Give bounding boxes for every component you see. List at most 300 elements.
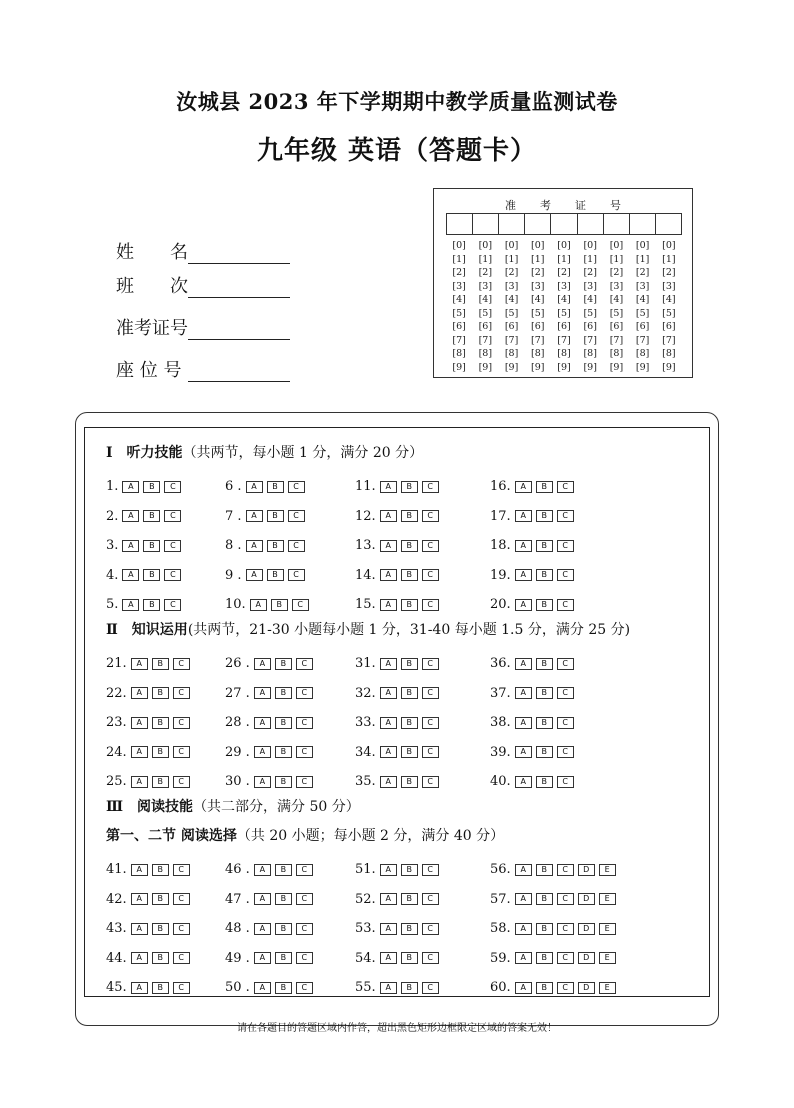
answer-option-c[interactable]: C: [422, 717, 439, 729]
answer-option-a[interactable]: A: [122, 569, 139, 581]
exam-id-cell[interactable]: [604, 214, 630, 234]
exam-id-bubble[interactable]: [8]: [635, 348, 650, 359]
answer-option-c[interactable]: C: [173, 864, 190, 876]
answer-option-c[interactable]: C: [422, 923, 439, 935]
exam-id-bubble[interactable]: [2]: [557, 267, 571, 278]
exam-id-bubble[interactable]: [8]: [452, 348, 466, 359]
answer-option-b[interactable]: B: [536, 540, 553, 552]
answer-option-b[interactable]: B: [536, 982, 553, 994]
exam-id-bubble[interactable]: [3]: [504, 280, 519, 292]
answer-option-a[interactable]: A: [380, 510, 397, 522]
exam-id-bubble[interactable]: [1]: [557, 253, 571, 265]
answer-option-a[interactable]: A: [246, 569, 263, 581]
answer-option-c[interactable]: C: [422, 540, 439, 552]
answer-option-b[interactable]: B: [536, 864, 553, 876]
answer-option-a[interactable]: A: [131, 923, 148, 935]
answer-option-c[interactable]: C: [557, 952, 574, 964]
answer-option-c[interactable]: C: [422, 776, 439, 788]
answer-option-a[interactable]: A: [122, 510, 139, 522]
exam-id-bubble[interactable]: [5]: [635, 307, 650, 319]
answer-option-b[interactable]: B: [536, 658, 553, 670]
answer-option-b[interactable]: B: [152, 893, 169, 905]
answer-option-c[interactable]: C: [296, 982, 313, 994]
exam-id-bubble[interactable]: [7]: [662, 334, 676, 346]
answer-option-b[interactable]: B: [401, 923, 418, 935]
answer-option-a[interactable]: A: [246, 481, 263, 493]
exam-id-bubble[interactable]: [7]: [452, 334, 466, 346]
answer-option-a[interactable]: A: [254, 746, 271, 758]
answer-option-c[interactable]: C: [296, 687, 313, 699]
answer-option-c[interactable]: C: [288, 540, 305, 552]
exam-id-bubble[interactable]: [9]: [635, 361, 650, 373]
exam-id-bubble[interactable]: [3]: [531, 280, 545, 292]
answer-option-a[interactable]: A: [254, 717, 271, 729]
exam-id-bubble[interactable]: [1]: [452, 253, 466, 265]
answer-option-c[interactable]: C: [164, 569, 181, 581]
answer-option-a[interactable]: A: [380, 569, 397, 581]
answer-option-d[interactable]: D: [578, 893, 595, 905]
answer-option-a[interactable]: A: [131, 952, 148, 964]
answer-option-b[interactable]: B: [267, 481, 284, 493]
answer-option-b[interactable]: B: [401, 776, 418, 788]
answer-option-b[interactable]: B: [536, 510, 553, 522]
answer-option-a[interactable]: A: [131, 776, 148, 788]
exam-id-bubble[interactable]: [2]: [478, 267, 493, 278]
answer-option-b[interactable]: B: [401, 982, 418, 994]
answer-option-c[interactable]: C: [557, 982, 574, 994]
exam-id-bubble[interactable]: [0]: [531, 240, 545, 251]
answer-option-b[interactable]: B: [536, 746, 553, 758]
exam-id-bubble[interactable]: [0]: [478, 240, 493, 251]
exam-id-bubble[interactable]: [4]: [452, 294, 466, 305]
answer-option-b[interactable]: B: [401, 569, 418, 581]
answer-option-a[interactable]: A: [131, 982, 148, 994]
answer-option-b[interactable]: B: [536, 923, 553, 935]
exam-id-bubble[interactable]: [1]: [662, 253, 676, 265]
answer-option-a[interactable]: A: [254, 687, 271, 699]
answer-option-c[interactable]: C: [164, 599, 181, 611]
exam-id-bubble[interactable]: [8]: [609, 348, 624, 359]
answer-option-b[interactable]: B: [275, 746, 292, 758]
answer-option-e[interactable]: E: [599, 982, 616, 994]
class-blank[interactable]: [188, 279, 290, 298]
answer-option-c[interactable]: C: [557, 717, 574, 729]
answer-option-a[interactable]: A: [122, 481, 139, 493]
exam-id-bubble[interactable]: [1]: [635, 253, 650, 265]
exam-id-cell[interactable]: [473, 214, 499, 234]
exam-id-bubble[interactable]: [1]: [609, 253, 624, 265]
exam-id-cell[interactable]: [525, 214, 551, 234]
answer-option-b[interactable]: B: [275, 687, 292, 699]
answer-option-c[interactable]: C: [173, 687, 190, 699]
exam-id-bubble[interactable]: [8]: [478, 348, 493, 359]
exam-id-cell[interactable]: [630, 214, 656, 234]
exam-id-bubble[interactable]: [4]: [583, 294, 597, 305]
answer-option-c[interactable]: C: [296, 864, 313, 876]
answer-option-b[interactable]: B: [275, 893, 292, 905]
answer-option-b[interactable]: B: [536, 893, 553, 905]
exam-id-bubble[interactable]: [0]: [504, 240, 519, 251]
answer-option-a[interactable]: A: [515, 746, 532, 758]
answer-option-b[interactable]: B: [275, 717, 292, 729]
answer-option-a[interactable]: A: [515, 864, 532, 876]
answer-option-a[interactable]: A: [380, 687, 397, 699]
question-item: [225, 774, 313, 789]
answer-option-b[interactable]: B: [401, 717, 418, 729]
answer-option-a[interactable]: A: [515, 982, 532, 994]
answer-option-b[interactable]: B: [152, 982, 169, 994]
exam-id-bubble[interactable]: [2]: [504, 267, 519, 278]
exam-id-bubble[interactable]: [4]: [478, 294, 493, 305]
exam-id-bubble[interactable]: [7]: [531, 334, 545, 346]
answer-option-b[interactable]: B: [401, 746, 418, 758]
answer-option-c[interactable]: C: [422, 599, 439, 611]
exam-id-bubble[interactable]: [7]: [504, 334, 519, 346]
answer-option-a[interactable]: A: [122, 540, 139, 552]
exam-id-bubble[interactable]: [3]: [609, 280, 624, 292]
answer-option-c[interactable]: C: [422, 746, 439, 758]
answer-option-a[interactable]: A: [515, 717, 532, 729]
answer-option-d[interactable]: D: [578, 864, 595, 876]
answer-option-c[interactable]: C: [173, 982, 190, 994]
answer-option-b[interactable]: B: [401, 952, 418, 964]
answer-option-e[interactable]: E: [599, 893, 616, 905]
exam-id-bubble[interactable]: [1]: [504, 253, 519, 265]
answer-option-c[interactable]: C: [422, 658, 439, 670]
answer-option-e[interactable]: E: [599, 864, 616, 876]
seat-number-field[interactable]: [116, 356, 290, 382]
answer-option-c[interactable]: C: [422, 893, 439, 905]
answer-option-a[interactable]: A: [122, 599, 139, 611]
answer-option-b[interactable]: B: [143, 510, 160, 522]
exam-id-cell[interactable]: [447, 214, 473, 234]
exam-id-bubble[interactable]: [3]: [478, 280, 493, 292]
exam-id-bubble[interactable]: [0]: [662, 240, 676, 251]
exam-id-bubble[interactable]: [3]: [662, 280, 676, 292]
exam-id-cell[interactable]: [578, 214, 604, 234]
answer-option-a[interactable]: A: [515, 893, 532, 905]
answer-option-c[interactable]: C: [422, 481, 439, 493]
answer-option-b[interactable]: B: [536, 717, 553, 729]
exam-id-bubble[interactable]: [7]: [635, 334, 650, 346]
exam-id-bubble[interactable]: [9]: [531, 361, 545, 373]
answer-option-d[interactable]: D: [578, 923, 595, 935]
answer-option-c[interactable]: C: [557, 599, 574, 611]
answer-option-a[interactable]: A: [380, 599, 397, 611]
exam-id-bubble[interactable]: [5]: [504, 307, 519, 319]
answer-option-a[interactable]: A: [254, 923, 271, 935]
answer-option-a[interactable]: A: [380, 746, 397, 758]
answer-option-a[interactable]: A: [380, 923, 397, 935]
answer-option-d[interactable]: D: [578, 982, 595, 994]
answer-option-c[interactable]: C: [173, 717, 190, 729]
exam-id-bubble[interactable]: [5]: [583, 307, 597, 319]
answer-option-a[interactable]: A: [246, 540, 263, 552]
exam-number-blank[interactable]: [188, 321, 290, 340]
answer-option-c[interactable]: C: [557, 540, 574, 552]
exam-id-bubble[interactable]: [0]: [583, 240, 597, 251]
answer-option-a[interactable]: A: [380, 864, 397, 876]
answer-option-c[interactable]: C: [173, 923, 190, 935]
exam-id-bubble[interactable]: [4]: [662, 294, 676, 305]
answer-option-c[interactable]: C: [173, 746, 190, 758]
answer-option-a[interactable]: A: [515, 687, 532, 699]
exam-id-bubble[interactable]: [2]: [452, 267, 466, 278]
answer-option-c[interactable]: C: [173, 658, 190, 670]
answer-option-a[interactable]: A: [380, 893, 397, 905]
answer-option-c[interactable]: C: [296, 776, 313, 788]
answer-option-b[interactable]: B: [275, 982, 292, 994]
answer-option-b[interactable]: B: [267, 540, 284, 552]
answer-option-a[interactable]: A: [131, 658, 148, 670]
exam-id-bubble[interactable]: [1]: [583, 253, 597, 265]
answer-option-c[interactable]: C: [557, 481, 574, 493]
exam-id-bubble[interactable]: [5]: [662, 307, 676, 319]
answer-option-c[interactable]: C: [164, 481, 181, 493]
exam-id-bubble[interactable]: [6]: [504, 321, 519, 332]
answer-option-c[interactable]: C: [296, 923, 313, 935]
answer-option-c[interactable]: C: [296, 717, 313, 729]
answer-option-e[interactable]: E: [599, 923, 616, 935]
answer-option-b[interactable]: B: [275, 864, 292, 876]
answer-option-a[interactable]: A: [380, 717, 397, 729]
exam-id-bubble[interactable]: [5]: [531, 307, 545, 319]
answer-option-c[interactable]: C: [164, 540, 181, 552]
exam-id-bubble[interactable]: [8]: [583, 348, 597, 359]
answer-option-b[interactable]: B: [401, 481, 418, 493]
exam-id-bubble[interactable]: [2]: [635, 267, 650, 278]
exam-id-bubble[interactable]: [3]: [635, 280, 650, 292]
answer-option-a[interactable]: A: [246, 510, 263, 522]
answer-option-a[interactable]: A: [254, 893, 271, 905]
answer-option-b[interactable]: B: [401, 864, 418, 876]
answer-option-b[interactable]: B: [536, 776, 553, 788]
answer-option-a[interactable]: A: [380, 658, 397, 670]
exam-id-bubble[interactable]: [7]: [583, 334, 597, 346]
answer-option-a[interactable]: A: [131, 687, 148, 699]
answer-option-b[interactable]: B: [275, 658, 292, 670]
answer-option-b[interactable]: B: [152, 658, 169, 670]
answer-option-a[interactable]: A: [515, 599, 532, 611]
answer-option-c[interactable]: C: [422, 569, 439, 581]
seat-number-blank[interactable]: [188, 363, 290, 382]
exam-id-bubble[interactable]: [4]: [557, 294, 571, 305]
answer-option-b[interactable]: B: [536, 687, 553, 699]
exam-id-bubble[interactable]: [5]: [452, 307, 466, 319]
exam-id-bubble[interactable]: [6]: [557, 321, 571, 332]
answer-option-c[interactable]: C: [296, 746, 313, 758]
answer-option-c[interactable]: C: [173, 893, 190, 905]
answer-option-c[interactable]: C: [557, 569, 574, 581]
exam-id-bubble[interactable]: [6]: [583, 321, 597, 332]
answer-option-c[interactable]: C: [557, 893, 574, 905]
exam-id-bubble[interactable]: [9]: [478, 361, 493, 373]
answer-option-c[interactable]: C: [557, 864, 574, 876]
answer-option-b[interactable]: B: [401, 687, 418, 699]
answer-option-b[interactable]: B: [401, 893, 418, 905]
answer-option-c[interactable]: C: [557, 510, 574, 522]
exam-id-bubble[interactable]: [1]: [478, 253, 493, 265]
answer-option-b[interactable]: B: [267, 569, 284, 581]
answer-option-c[interactable]: C: [288, 510, 305, 522]
answer-option-a[interactable]: A: [254, 952, 271, 964]
answer-option-a[interactable]: A: [131, 864, 148, 876]
exam-id-bubble[interactable]: [7]: [609, 334, 624, 346]
answer-option-b[interactable]: B: [152, 746, 169, 758]
answer-option-b[interactable]: B: [271, 599, 288, 611]
exam-id-bubble[interactable]: [8]: [662, 348, 676, 359]
answer-option-b[interactable]: B: [536, 481, 553, 493]
name-blank[interactable]: [188, 245, 290, 264]
answer-option-a[interactable]: A: [254, 658, 271, 670]
exam-id-bubble[interactable]: [8]: [531, 348, 545, 359]
answer-option-d[interactable]: D: [578, 952, 595, 964]
exam-id-bubble[interactable]: [4]: [635, 294, 650, 305]
answer-option-b[interactable]: B: [401, 540, 418, 552]
answer-option-c[interactable]: C: [557, 658, 574, 670]
exam-id-bubble[interactable]: [8]: [504, 348, 519, 359]
answer-option-b[interactable]: B: [143, 569, 160, 581]
exam-number-field[interactable]: [116, 314, 290, 340]
answer-option-c[interactable]: C: [292, 599, 309, 611]
answer-option-a[interactable]: A: [515, 952, 532, 964]
answer-option-a[interactable]: A: [380, 540, 397, 552]
answer-option-b[interactable]: B: [152, 923, 169, 935]
answer-option-a[interactable]: A: [380, 952, 397, 964]
answer-option-c[interactable]: C: [422, 687, 439, 699]
answer-option-a[interactable]: A: [515, 481, 532, 493]
exam-id-bubble[interactable]: [3]: [557, 280, 571, 292]
exam-id-bubble[interactable]: [0]: [452, 240, 466, 251]
answer-option-a[interactable]: A: [254, 776, 271, 788]
answer-option-a[interactable]: A: [515, 658, 532, 670]
answer-option-b[interactable]: B: [401, 599, 418, 611]
answer-option-c[interactable]: C: [422, 952, 439, 964]
exam-id-bubble[interactable]: [2]: [662, 267, 676, 278]
exam-id-bubble[interactable]: [8]: [557, 348, 571, 359]
answer-option-b[interactable]: B: [152, 776, 169, 788]
answer-option-a[interactable]: A: [515, 923, 532, 935]
answer-option-b[interactable]: B: [275, 952, 292, 964]
answer-option-c[interactable]: C: [288, 481, 305, 493]
answer-option-c[interactable]: C: [296, 952, 313, 964]
answer-option-a[interactable]: A: [254, 864, 271, 876]
exam-id-bubble[interactable]: [5]: [478, 307, 493, 319]
answer-option-b[interactable]: B: [275, 776, 292, 788]
answer-option-b[interactable]: B: [152, 687, 169, 699]
answer-option-a[interactable]: A: [380, 776, 397, 788]
exam-id-bubble[interactable]: [7]: [478, 334, 493, 346]
exam-id-bubble[interactable]: [0]: [635, 240, 650, 251]
exam-id-bubble[interactable]: [6]: [478, 321, 493, 332]
answer-option-a[interactable]: A: [131, 717, 148, 729]
answer-option-a[interactable]: A: [250, 599, 267, 611]
exam-id-bubble[interactable]: [6]: [531, 321, 545, 332]
answer-option-c[interactable]: C: [173, 952, 190, 964]
answer-option-c[interactable]: C: [557, 687, 574, 699]
answer-option-a[interactable]: A: [131, 893, 148, 905]
exam-id-bubbles[interactable]: [446, 239, 682, 374]
exam-id-cell[interactable]: [656, 214, 681, 234]
exam-id-bubble[interactable]: [0]: [557, 240, 571, 251]
exam-id-bubble[interactable]: [7]: [557, 334, 571, 346]
answer-option-b[interactable]: B: [152, 864, 169, 876]
exam-id-bubble[interactable]: [6]: [609, 321, 624, 332]
exam-id-bubble[interactable]: [2]: [531, 267, 545, 278]
exam-id-bubble[interactable]: [3]: [583, 280, 597, 292]
answer-option-c[interactable]: C: [557, 776, 574, 788]
answer-option-c[interactable]: C: [422, 510, 439, 522]
answer-option-c[interactable]: C: [557, 746, 574, 758]
answer-option-b[interactable]: B: [267, 510, 284, 522]
answer-option-c[interactable]: C: [164, 510, 181, 522]
answer-option-b[interactable]: B: [143, 481, 160, 493]
exam-id-bubble[interactable]: [3]: [452, 280, 466, 292]
answer-option-a[interactable]: A: [254, 982, 271, 994]
exam-id-bubble[interactable]: [9]: [609, 361, 624, 373]
exam-id-bubble[interactable]: [2]: [609, 267, 624, 278]
name-field[interactable]: [116, 238, 290, 264]
answer-option-c[interactable]: C: [288, 569, 305, 581]
answer-option-c[interactable]: C: [422, 864, 439, 876]
answer-option-b[interactable]: B: [401, 510, 418, 522]
answer-option-a[interactable]: A: [515, 540, 532, 552]
exam-id-bubble[interactable]: [6]: [662, 321, 676, 332]
exam-id-bubble[interactable]: [6]: [635, 321, 650, 332]
answer-option-e[interactable]: E: [599, 952, 616, 964]
exam-id-bubble[interactable]: [6]: [452, 321, 466, 332]
exam-id-cell[interactable]: [499, 214, 525, 234]
answer-option-c[interactable]: C: [173, 776, 190, 788]
exam-id-bubble[interactable]: [0]: [609, 240, 624, 251]
answer-option-a[interactable]: A: [380, 982, 397, 994]
exam-id-bubble[interactable]: [5]: [557, 307, 571, 319]
answer-option-a[interactable]: A: [515, 569, 532, 581]
exam-id-bubble[interactable]: [4]: [609, 294, 624, 305]
exam-id-bubble[interactable]: [1]: [531, 253, 545, 265]
answer-option-a[interactable]: A: [515, 776, 532, 788]
answer-option-b[interactable]: B: [152, 952, 169, 964]
exam-id-bubble[interactable]: [4]: [531, 294, 545, 305]
exam-id-bubble[interactable]: [5]: [609, 307, 624, 319]
exam-id-bubble[interactable]: [9]: [662, 361, 676, 373]
exam-id-bubble[interactable]: [2]: [583, 267, 597, 278]
answer-option-a[interactable]: A: [380, 481, 397, 493]
answer-option-a[interactable]: A: [515, 510, 532, 522]
answer-option-c[interactable]: C: [422, 982, 439, 994]
answer-option-c[interactable]: C: [296, 658, 313, 670]
exam-id-bubble[interactable]: [4]: [504, 294, 519, 305]
answer-option-a[interactable]: A: [131, 746, 148, 758]
answer-option-b[interactable]: B: [143, 540, 160, 552]
exam-id-bubble[interactable]: [9]: [557, 361, 571, 373]
answer-option-b[interactable]: B: [152, 717, 169, 729]
exam-id-cell[interactable]: [551, 214, 577, 234]
class-field[interactable]: [116, 272, 290, 298]
answer-option-b[interactable]: B: [401, 658, 418, 670]
exam-id-bubble[interactable]: [9]: [452, 361, 466, 373]
answer-option-b[interactable]: B: [536, 952, 553, 964]
exam-id-bubble[interactable]: [9]: [583, 361, 597, 373]
answer-option-b[interactable]: B: [143, 599, 160, 611]
answer-option-b[interactable]: B: [275, 923, 292, 935]
exam-id-bubble[interactable]: [9]: [504, 361, 519, 373]
answer-option-b[interactable]: B: [536, 569, 553, 581]
exam-id-write-cells[interactable]: [446, 213, 682, 235]
answer-option-c[interactable]: C: [296, 893, 313, 905]
answer-option-b[interactable]: B: [536, 599, 553, 611]
answer-option-c[interactable]: C: [557, 923, 574, 935]
